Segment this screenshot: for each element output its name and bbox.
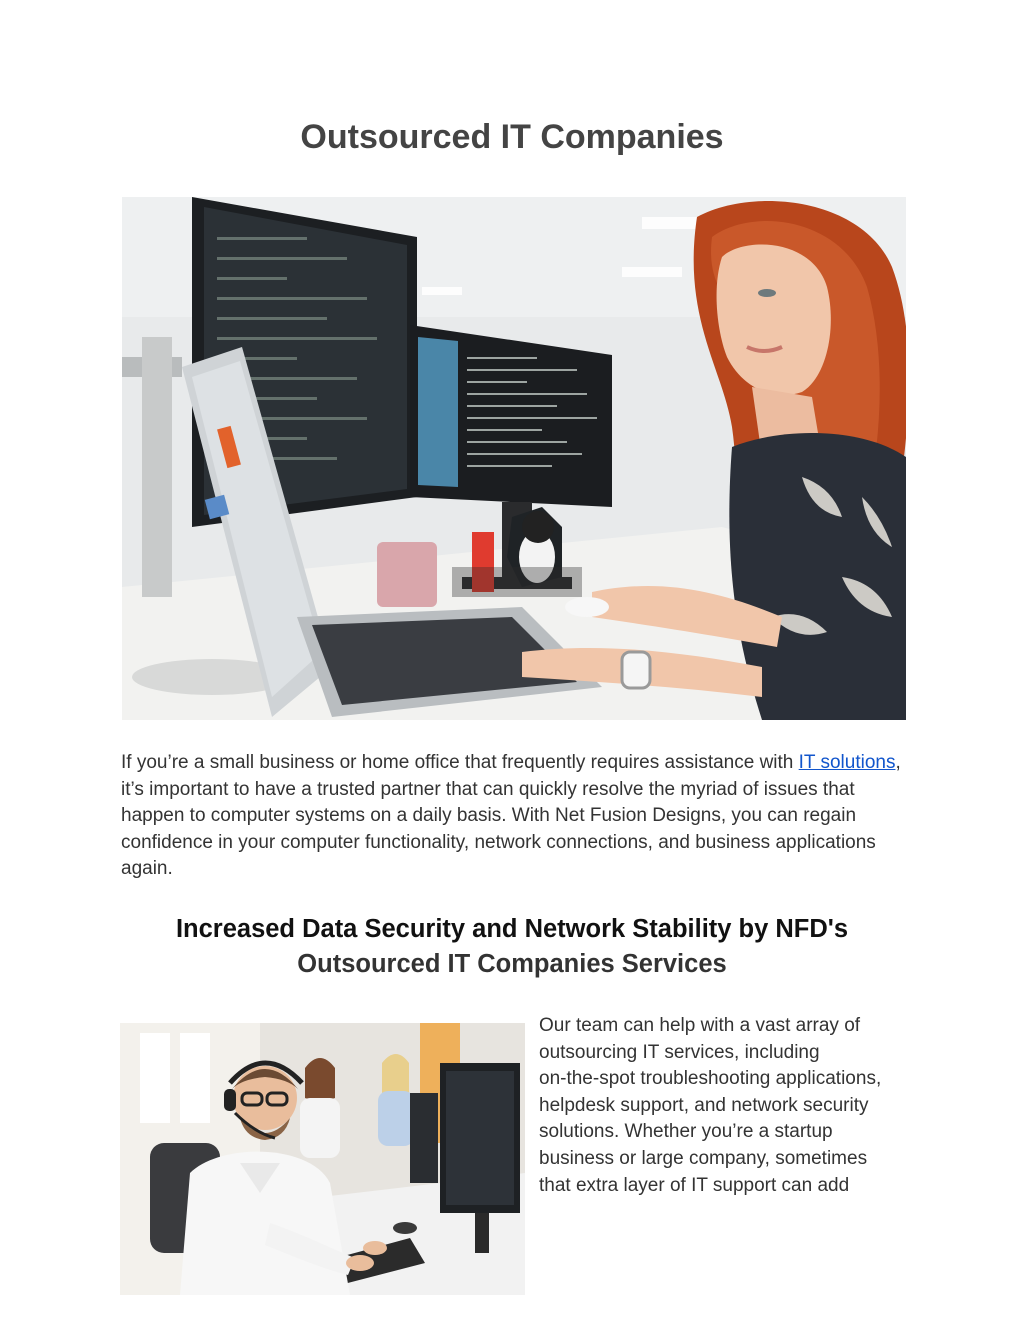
helpdesk-team-image: [120, 1023, 525, 1295]
hero-image-woman-at-computer: [122, 197, 906, 720]
section-body-text: [539, 1013, 911, 1199]
it-solutions-link[interactable]: IT solutions: [798, 752, 896, 773]
section-body-line: business or large company, sometimes: [539, 1147, 868, 1169]
section-heading: [0, 912, 1024, 982]
section-body-line: Our team can help with a vast array of: [539, 1015, 861, 1036]
section-body-line: that extra layer of IT support can add: [539, 1174, 850, 1196]
section-heading-line2: Outsourced IT Companies Services: [297, 950, 727, 978]
section-body-line: helpdesk support, and network security: [539, 1094, 869, 1116]
page-title: Outsourced IT Companies: [300, 118, 724, 156]
section-body-line: on-the-spot troubleshooting applications,: [539, 1068, 882, 1090]
section-heading-line1: Increased Data Security and Network Stability by NFD's: [175, 915, 849, 943]
intro-text-before: If you’re a small business or home office that frequently requires assistance with: [121, 752, 799, 773]
section-body-line: outsourcing IT services, including: [539, 1041, 820, 1063]
intro-text-after: , it’s important to have a trusted partner that can quickly resolve the myriad of issues that happen to computer systems on a daily basis. With Net Fusion Designs, you can regain confidence in your computer functionality, network connections, and business applications again.: [121, 752, 901, 880]
intro-paragraph: [121, 750, 911, 883]
section-body-line: solutions. Whether you’re a startup: [539, 1121, 833, 1143]
